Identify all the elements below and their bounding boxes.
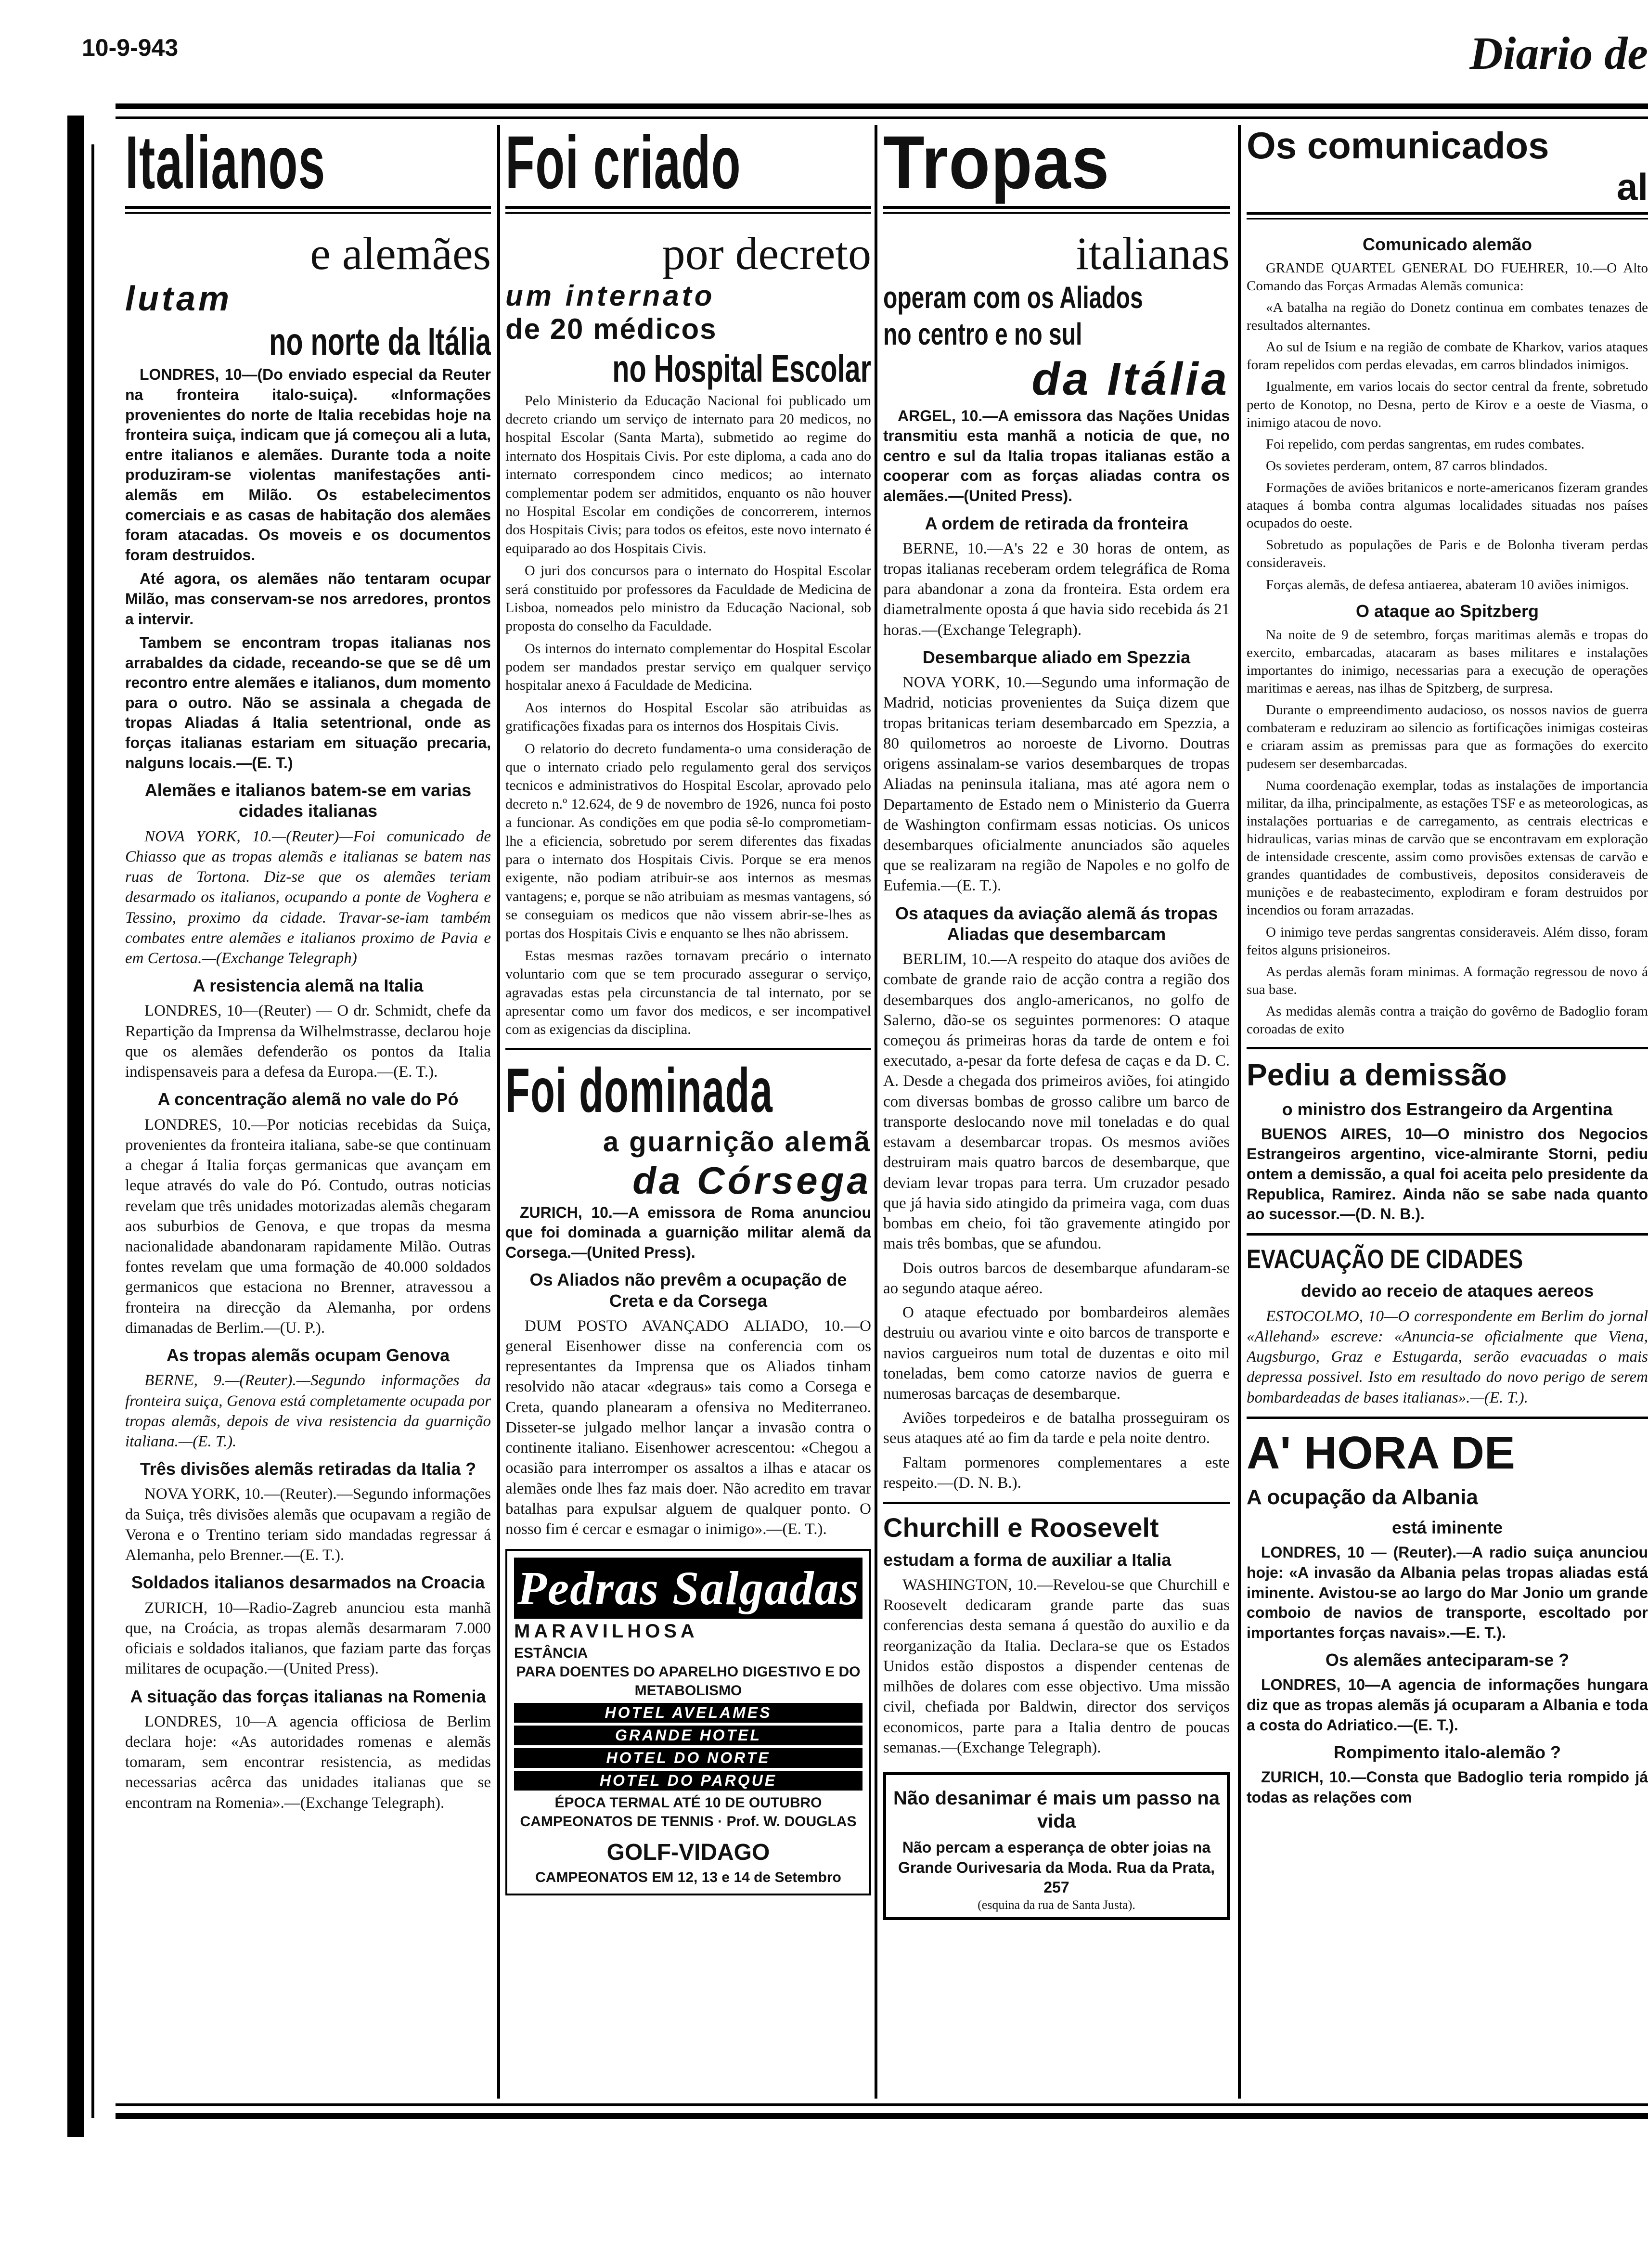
ad-text: CAMPEONATOS EM 12, 13 e 14 de Setembro bbox=[535, 1869, 841, 1885]
paragraph: Aviões torpedeiros e de batalha prosseguiram os seus ataques até ao fim da tarde e pela noite dentro. bbox=[883, 1409, 1230, 1447]
column-separator bbox=[875, 125, 877, 2099]
subheadline: A ocupação da Albania bbox=[1247, 1485, 1478, 1509]
paragraph: WASHINGTON, 10.—Revelou-se que Churchill e Roosevelt dedicaram grande parte das suas conferencias desta semana á questão do auxilio e da reorganização da Italia. Declara-se que os Estados Unidos estão dispostos a dispender centenas de milhões de dolares com esse objectivo. Uma missão civil, chefiada por Baldwin, director dos serviços economicos, parte para a Italia dentro de poucas semanas.—(Exchange Telegraph). bbox=[883, 1576, 1230, 1756]
paragraph: LONDRES, 10.—Por noticias recebidas da Suiça, provenientes da fronteira italiana, sabe-se que continuam a chegar á Italia forças germanicas que avançam em leque através do vale do Pó. Contudo, outras noticias revelam que três unidades motorizadas alemãs chegaram aos suburbios de Genova, e que tropas da mesma nacionalidade abandonaram rapidamente Milão. Outras fontes revelam que uma formação de 40.000 soldados germanicos que estaciona no Brenner, atravessou a fronteira na direcção da Alemanha, por ordens dimanadas de Berlim.—(U. P.). bbox=[125, 1116, 491, 1337]
advertisement-ourivesaria bbox=[883, 1772, 1230, 1920]
article-italianos bbox=[125, 125, 491, 2094]
left-margin-bar bbox=[67, 116, 84, 2137]
subheadline: da Itália bbox=[1031, 353, 1230, 405]
subheadline: devido ao receio de ataques aereos bbox=[1300, 1281, 1594, 1301]
column-separator bbox=[497, 125, 500, 2099]
paragraph: «A batalha na região do Donetz continua em combates tenazes de resultados alternantes. bbox=[1247, 300, 1648, 334]
bottom-rule-thin bbox=[116, 2103, 1648, 2106]
paragraph: BERNE, 10.—A's 22 e 30 horas de ontem, as tropas italianas receberam ordem telegráfica de Roma para abandonar a zona da fronteira. Esta ordem era diametralmente oposta á que havia sido recebida ás 21 horas.—(Exchange Telegraph). bbox=[883, 540, 1230, 639]
section-heading: Alemães e italianos batem-se em varias cidades italianas bbox=[144, 780, 472, 821]
article-foi-criado bbox=[505, 125, 871, 2094]
headline: al bbox=[1616, 165, 1648, 208]
ad-text: (esquina da rua de Santa Justa). bbox=[978, 1897, 1135, 1912]
section-heading: A concentração alemã no vale do Pó bbox=[157, 1089, 459, 1109]
headline: Italianos bbox=[125, 125, 326, 205]
paragraph: ZURICH, 10.—Consta que Badoglio teria rompido já todas as relações com bbox=[1247, 1768, 1648, 1806]
headline-rule bbox=[883, 206, 1230, 214]
paragraph: NOVA YORK, 10.—(Reuter)—Foi comunicado de Chiasso que as tropas alemãs e italianas se batem nas ruas de Tortona. Diz-se que os alemães teriam desarmado os italianos, ocupando a ponte de Voghera e Tessino, proximo da cidade. Travar-se-iam também combates entre alemães e italianos proximo de Pavia e em Certosa.—(Exchange Telegraph) bbox=[125, 827, 491, 967]
section-rule bbox=[883, 1502, 1230, 1504]
ad-text: CAMPEONATOS DE TENNIS · Prof. W. DOUGLAS bbox=[520, 1814, 857, 1830]
subheadline: o ministro dos Estrangeiro da Argentina bbox=[1282, 1099, 1613, 1119]
paragraph: NOVA YORK, 10.—Segundo uma informação de Madrid, noticias provenientes da Suiça dizem que tropas britanicas teriam desembarcado em Spezzia, a 80 quilometros ao noroeste de Livorno. Doutras origens assinalam-se varios desembarques de tropas Aliadas na peninsula italiana, mas até agora nem o Departamento de Estado nem o Ministerio da Guerra de Washington confirmam essas noticias. Os unicos desembarques oficialmente anunciados são aqueles que se realizaram na região de Napoles e no golfo de Eufemia.—(E. T.). bbox=[883, 674, 1230, 895]
paragraph: O juri dos concursos para o internato do Hospital Escolar será constituido por professores da Faculdade de Medicina de Lisboa, nomeados pelo ministro da Educação Nacional, sob proposta do conselho da Faculdade. bbox=[505, 563, 871, 634]
section-rule bbox=[1247, 1233, 1648, 1236]
paragraph: Durante o empreendimento audacioso, os nossos navios de guerra combateram e reduziram ao silencio as fortificações inimigas costeiras e criaram assim as premissas para que as formações do exercito pudesem ser desembarcadas. bbox=[1247, 702, 1648, 772]
paragraph: O inimigo teve perdas sangrentas consideraveis. Além disso, foram feitos alguns prisioneiros. bbox=[1247, 924, 1648, 958]
headline: Foi criado bbox=[505, 125, 741, 205]
left-margin-line bbox=[91, 144, 94, 2118]
paragraph: Os sovietes perderam, ontem, 87 carros blindados. bbox=[1266, 458, 1548, 474]
section-heading: Os alemães anteciparam-se ? bbox=[1325, 1650, 1570, 1670]
paragraph: BERNE, 9.—(Reuter).—Segundo informações da fronteira suiça, Genova está completamente ocupada por tropas alemãs, depois de viva resistencia da guarnição italiana.—(E. T.). bbox=[125, 1372, 491, 1451]
paragraph: ARGEL, 10.—A emissora das Nações Unidas transmitiu esta manhã a noticia de que, no centro e sul da Italia tropas italianas estão a cooperar com as forças aliadas contra os alemães.—(United Press). bbox=[883, 407, 1230, 504]
section-rule bbox=[505, 1048, 871, 1050]
headline: A' HORA DE bbox=[1247, 1427, 1515, 1479]
paragraph: Igualmente, em varios locais do sector central da frente, sobretudo perto de Konotop, no Desna, perto de Kirov e a oeste de Viasma, o inimigo atacou de novo. bbox=[1247, 379, 1648, 430]
ad-heading: Não desanimar é mais um passo na vida bbox=[893, 1788, 1220, 1832]
paragraph: NOVA YORK, 10.—(Reuter).—Segundo informações da Suiça, três divisões alemãs que ocupavam a região de Verona e o Trentino teriam sido mandadas regressar á Alemanha, pelo Brenner.—(E. T.). bbox=[125, 1485, 491, 1564]
headline-rule bbox=[125, 206, 491, 214]
paragraph: LONDRES, 10—(Reuter) — O dr. Schmidt, chefe da Repartição da Imprensa da Wilhelmstrasse, declarou hoje que os alemães defenderão os pontos da Italia indispensaveis para a defesa da Europa.—(E. T.). bbox=[125, 1002, 491, 1081]
headline: Churchill e Roosevelt bbox=[883, 1512, 1159, 1543]
ad-text: GOLF-VIDAGO bbox=[606, 1840, 770, 1866]
paragraph: Foi repelido, com perdas sangrentas, em rudes combates. bbox=[1266, 436, 1584, 452]
ad-hotel: GRANDE HOTEL bbox=[514, 1726, 863, 1745]
paragraph: Até agora, os alemães não tentaram ocupar Milão, mas conservam-se nos arredores, prontos a intervir. bbox=[125, 570, 491, 628]
paragraph: Sobretudo as populações de Paris e de Bolonha tiveram perdas consideraveis. bbox=[1247, 537, 1648, 571]
paragraph: Pelo Ministerio da Educação Nacional foi publicado um decreto criando um serviço de internato para 20 medicos, no hospital Escolar (Santa Marta), submetido ao regime do internato dos Hospitais Civis. Por este diploma, a cada ano do internato correspondem cinco medicos; ao internato complementar podem ser admitidos, enquanto os não houver no Hospital Escolar em condições de concorrerem, internos dos Hospitais Civis; para todos os efeitos, este novo internato é equiparado ao dos Hospitais Civis. bbox=[505, 392, 871, 556]
paragraph: As medidas alemãs contra a traição do govêrno de Badoglio foram coroadas de exito bbox=[1247, 1004, 1648, 1037]
column-separator bbox=[1238, 125, 1241, 2099]
article-lead: LONDRES, 10—(Do enviado especial da Reuter na fronteira italo-suiça). «Informações provenientes do norte de Italia recebidas hoje na fronteira suiça, indicam que já começou ali a luta, entre italianos e alemães. Durante toda a noite produziram-se violentas manifestações anti-alemãs em Milão. Os estabelecimentos comerciais e as casas de habitação dos alemães foram atacadas. Os moveis e os documentos foram destruidos. bbox=[125, 366, 491, 564]
paragraph: Ao sul de Isium e na região de combate de Kharkov, varios ataques foram repelidos com perdas elevadas, em carros blindados inimigos. bbox=[1247, 339, 1648, 373]
section-heading: Os Aliados não prevêm a ocupação de Creta e da Corsega bbox=[529, 1270, 847, 1311]
subheadline: a guarnição alemã bbox=[603, 1126, 871, 1158]
paragraph: LONDRES, 10 — (Reuter).—A radio suiça anunciou hoje: «A invasão da Albania pelas tropas aliadas está iminente. Avistou-se ao largo do Mar Jonio um grande comboio de navios de transporte, escoltado por importantes forças navais».—E. T.). bbox=[1247, 1544, 1648, 1641]
paragraph: DUM POSTO AVANÇADO ALIADO, 10.—O general Eisenhower disse na conferencia com os representantes da Imprensa que os Aliados tinham resolvido não atacar «degraus» tais como a Corsega e Creta, quando planearam a ofensiva no Mediterraneo. Disseter-se julgado melhor lançar a invasão contra o continente italiano. Eisenhower acrescentou: «Chegou a ocasião para interromper os assaltos a ilhas e atacar os alemães onde lhes faz mais doer. Não acredito em travar batalhas para expulsar alguem de qualquer ponto. O nosso fim é cercar e esmagar o inimigo».—(E. T.). bbox=[505, 1317, 871, 1538]
subheadline: um internato bbox=[505, 279, 715, 312]
top-rule bbox=[116, 103, 1648, 109]
section-heading: Os ataques da aviação alemã ás tropas Aliadas que desembarcam bbox=[895, 903, 1218, 944]
subheadline: estudam a forma de auxiliar a Italia bbox=[883, 1549, 1172, 1570]
section-heading: Três divisões alemãs retiradas da Italia ? bbox=[140, 1459, 476, 1479]
paragraph: Dois outros barcos de desembarque afundaram-se ao segundo ataque aéreo. bbox=[883, 1259, 1230, 1297]
paragraph: ESTOCOLMO, 10—O correspondente em Berlim do jornal «Allehand» escreve: «Anuncia-se oficialmente que Viena, Augsburgo, Graz e Estugarda, serão evacuadas o mais depressa possivel. Isto em resultado do novo perigo de serem bombardeadas de bases italianas».—(E. T.). bbox=[1247, 1307, 1648, 1406]
headline: Pediu a demissão bbox=[1247, 1057, 1507, 1093]
paragraph: Na noite de 9 de setembro, forças maritimas alemãs e tropas do exercito, embarcadas, atacaram as bases militares e instalações importantes do inimigo, necessarias para a execução de operações maritimas e aereas, nas ilhas de Spitzberg, de surpresa. bbox=[1247, 627, 1648, 696]
paragraph: Os internos do internato complementar do Hospital Escolar podem ser mandados prestar serviço em qualquer serviço hospitalar anexo á Faculdade de Medicina. bbox=[505, 640, 871, 694]
subheadline: de 20 médicos bbox=[505, 312, 717, 345]
masthead: Diario de bbox=[1469, 27, 1648, 79]
section-heading: A ordem de retirada da fronteira bbox=[925, 513, 1188, 533]
paragraph: ZURICH, 10.—A emissora de Roma anunciou que foi dominada a guarnição militar alemã da Corsega.—(United Press). bbox=[505, 1203, 871, 1261]
headline: EVACUAÇÃO DE CIDADES bbox=[1247, 1243, 1523, 1274]
paragraph: ZURICH, 10—Radio-Zagreb anunciou esta manhã que, na Croácia, as tropas alemãs desarmaram 7.000 oficiais e soldados italianos, que faziam parte das forças militares de ocupação.—(United Press). bbox=[125, 1599, 491, 1678]
ad-text: MARAVILHOSA bbox=[514, 1621, 698, 1642]
paragraph: LONDRES, 10—A agencia officiosa de Berlim declara hoje: «As autoridades romenas e alemãs tomaram, sem encontrar resistencia, as medidas necessarias acêrca das unidades italianas que se encontram na Romenia».—(Exchange Telegraph). bbox=[125, 1713, 491, 1812]
page-date: 10-9-943 bbox=[82, 34, 179, 61]
headline: Os comunicados bbox=[1247, 125, 1549, 167]
section-rule bbox=[1247, 1047, 1648, 1049]
article-comunicados bbox=[1247, 125, 1648, 2094]
article-tropas bbox=[883, 125, 1230, 2094]
ad-hotel: HOTEL AVELAMES bbox=[514, 1703, 863, 1723]
ad-text: ÉPOCA TERMAL ATÉ 10 DE OUTUBRO bbox=[554, 1795, 822, 1811]
subheadline: por decreto bbox=[662, 228, 871, 279]
ad-text: Não percam a esperança de obter joias na Grande Ourivesaria da Moda. Rua da Prata, 257 bbox=[898, 1839, 1215, 1896]
subheadline: no norte da Itália bbox=[269, 320, 491, 363]
ad-hotel: HOTEL DO NORTE bbox=[514, 1748, 863, 1768]
paragraph: Tambem se encontram tropas italianas nos arrabaldes da cidade, receando-se que se dê um recontro entre alemães e italianos, dum momento para o outro. Não se assinala a chegada de tropas Aliadas á Italia setentrional, onde as forças italianas estariam em situação precaria, nalguns locais.—(E. T.) bbox=[125, 634, 491, 772]
section-heading: A situação das forças italianas na Romenia bbox=[130, 1686, 486, 1706]
section-heading: Rompimento italo-alemão ? bbox=[1333, 1742, 1561, 1763]
paragraph: Numa coordenação exemplar, todas as instalações de importancia militar, da ilha, principalmente, as estações TSF e as meteorologicas, as instalações portuarias e de carregamento, as centrais electricas e hidraulicas, varias minas de carvão que se encontravam em exploração de intensidade crescente, assim como provisões extensas de carvão e grandes quantidades de combustiveis, depositos consideraveis de munições e de reabastecimento, explodiram e foram destruidos por incendios ou foram arrazadas. bbox=[1247, 777, 1648, 918]
paragraph: Aos internos do Hospital Escolar são atribuidas as gratificações fixadas para os internos dos Hospitais Civis. bbox=[505, 699, 871, 735]
headline-rule bbox=[505, 206, 871, 214]
paragraph: Faltam pormenores complementares a este respeito.—(D. N. B.). bbox=[883, 1454, 1230, 1492]
section-heading: Comunicado alemão bbox=[1362, 234, 1532, 254]
headline-rule bbox=[1247, 212, 1648, 219]
subheadline: e alemães bbox=[310, 228, 491, 279]
paragraph: O ataque efectuado por bombardeiros alemães destruiu ou avariou vinte e oito barcos de transporte e navios cargueiros num total de duzentas e oito mil toneladas, bem como catorze navios de guerra e numerosas barcaças de desembarque. bbox=[883, 1304, 1230, 1403]
headline: Foi dominada bbox=[505, 1055, 773, 1125]
subheadline: no Hospital Escolar bbox=[612, 347, 871, 390]
subheadline: italianas bbox=[1076, 228, 1230, 279]
subheadline: operam com os Aliados bbox=[883, 280, 1143, 315]
headline: Tropas bbox=[883, 125, 1110, 205]
top-rule-thin bbox=[116, 116, 1648, 119]
bottom-rule bbox=[116, 2113, 1648, 2119]
section-heading: Desembarque aliado em Spezzia bbox=[922, 647, 1191, 667]
paragraph: LONDRES, 10—A agencia de informações hungara diz que as tropas alemãs já ocuparam a Albania e toda a costa do Adriatico.—(E. T.). bbox=[1247, 1676, 1648, 1734]
ad-text: ESTÂNCIA bbox=[514, 1645, 588, 1662]
section-heading: Soldados italianos desarmados na Croacia bbox=[131, 1572, 485, 1593]
ad-logo: Pedras Salgadas bbox=[514, 1558, 863, 1619]
paragraph: Formações de aviões britanicos e norte-americanos fizeram grandes ataques á bomba contra algumas localidades situadas nos países ocupados do oeste. bbox=[1247, 479, 1648, 531]
ad-text: PARA DOENTES DO APARELHO DIGESTIVO E DO METABOLISMO bbox=[516, 1664, 861, 1699]
ad-hotel: HOTEL DO PARQUE bbox=[514, 1771, 863, 1791]
paragraph: As perdas alemãs foram minimas. A formação regressou de novo á sua base. bbox=[1247, 964, 1648, 997]
subheadline: está iminente bbox=[1391, 1518, 1503, 1538]
paragraph: GRANDE QUARTEL GENERAL DO FUEHRER, 10.—O Alto Comando das Forças Armadas Alemãs comunica: bbox=[1247, 260, 1648, 294]
section-rule bbox=[1247, 1417, 1648, 1419]
paragraph: BUENOS AIRES, 10—O ministro dos Negocios Estrangeiros argentino, vice-almirante Storni, pediu ontem a demissão, a qual foi aceita pelo presidente da Republica, Ramirez. Ainda não se sabe nada quanto ao sucessor.—(D. N. B.). bbox=[1247, 1125, 1648, 1223]
paragraph: BERLIM, 10.—A respeito do ataque dos aviões de combate de grande raio de acção contra a região dos desembarques dos anglo-americanos, no golfo de Salerno, dão-se os seguintes pormenores: O ataque começou ás primeiras horas da tarde de ontem e foi executado, a-pesar da forte defesa de caças e da D. C. A. Desde a chegada dos primeiros aviões, foi atingido com diversas bombas de grosso calibre um barco de transporte deslocando nove mil toneladas e do qual estavam a desembarcar tropas. Os mesmos aviões destruiram mais quatro barcos de desembarque, que deviam levar tropas para terra. Um cruzador pesado que já havia sido atingido da primeira vaga, com duas bombas em cheio, foi tão gravemente atingido por mais três bombas, que se afundou. bbox=[883, 951, 1230, 1253]
subheadline: no centro e no sul bbox=[883, 317, 1082, 352]
section-heading: A resistencia alemã na Italia bbox=[193, 976, 424, 996]
advertisement-pedras-salgadas bbox=[505, 1549, 871, 1895]
paragraph: O relatorio do decreto fundamenta-o uma consideração de que o internato criado pelo regulamento geral dos serviços tecnicos e administrativos do Hospital Escolar, aprovado pelo decreto n.º 12.624, de 9 de novembro de 1926, nunca foi posto a funcionar. As condições em que podia sê-lo comprometiam-lhe a eficiencia, sobretudo por serem diferentes das fixadas para o internato dos Hospitais Civis. Porque se era menos exigente, não podiam atribuir-se aos internos as mesmas vantagens; e, porque se não atribuiam as mesmas vantagens, só se conseguiam os medicos que não vissem abrir-se-lhes as portas dos Hospitais Civis e enquanto se lhes não abrissem. bbox=[505, 740, 871, 941]
section-heading: O ataque ao Spitzberg bbox=[1355, 601, 1539, 621]
subheadline: lutam bbox=[125, 279, 232, 318]
subheadline: da Córsega bbox=[632, 1159, 871, 1202]
section-heading: As tropas alemãs ocupam Genova bbox=[166, 1345, 450, 1366]
paragraph: Forças alemãs, de defesa antiaerea, abateram 10 aviões inimigos. bbox=[1266, 577, 1629, 593]
paragraph: Estas mesmas razões tornavam precário o internato voluntario com que se tem procurado assegurar o serviço, agravadas estas pela circunstancia de tal internato, por se apresentar como um favor dos medicos, e ser incompativel com as exigencias da disciplina. bbox=[505, 947, 871, 1038]
